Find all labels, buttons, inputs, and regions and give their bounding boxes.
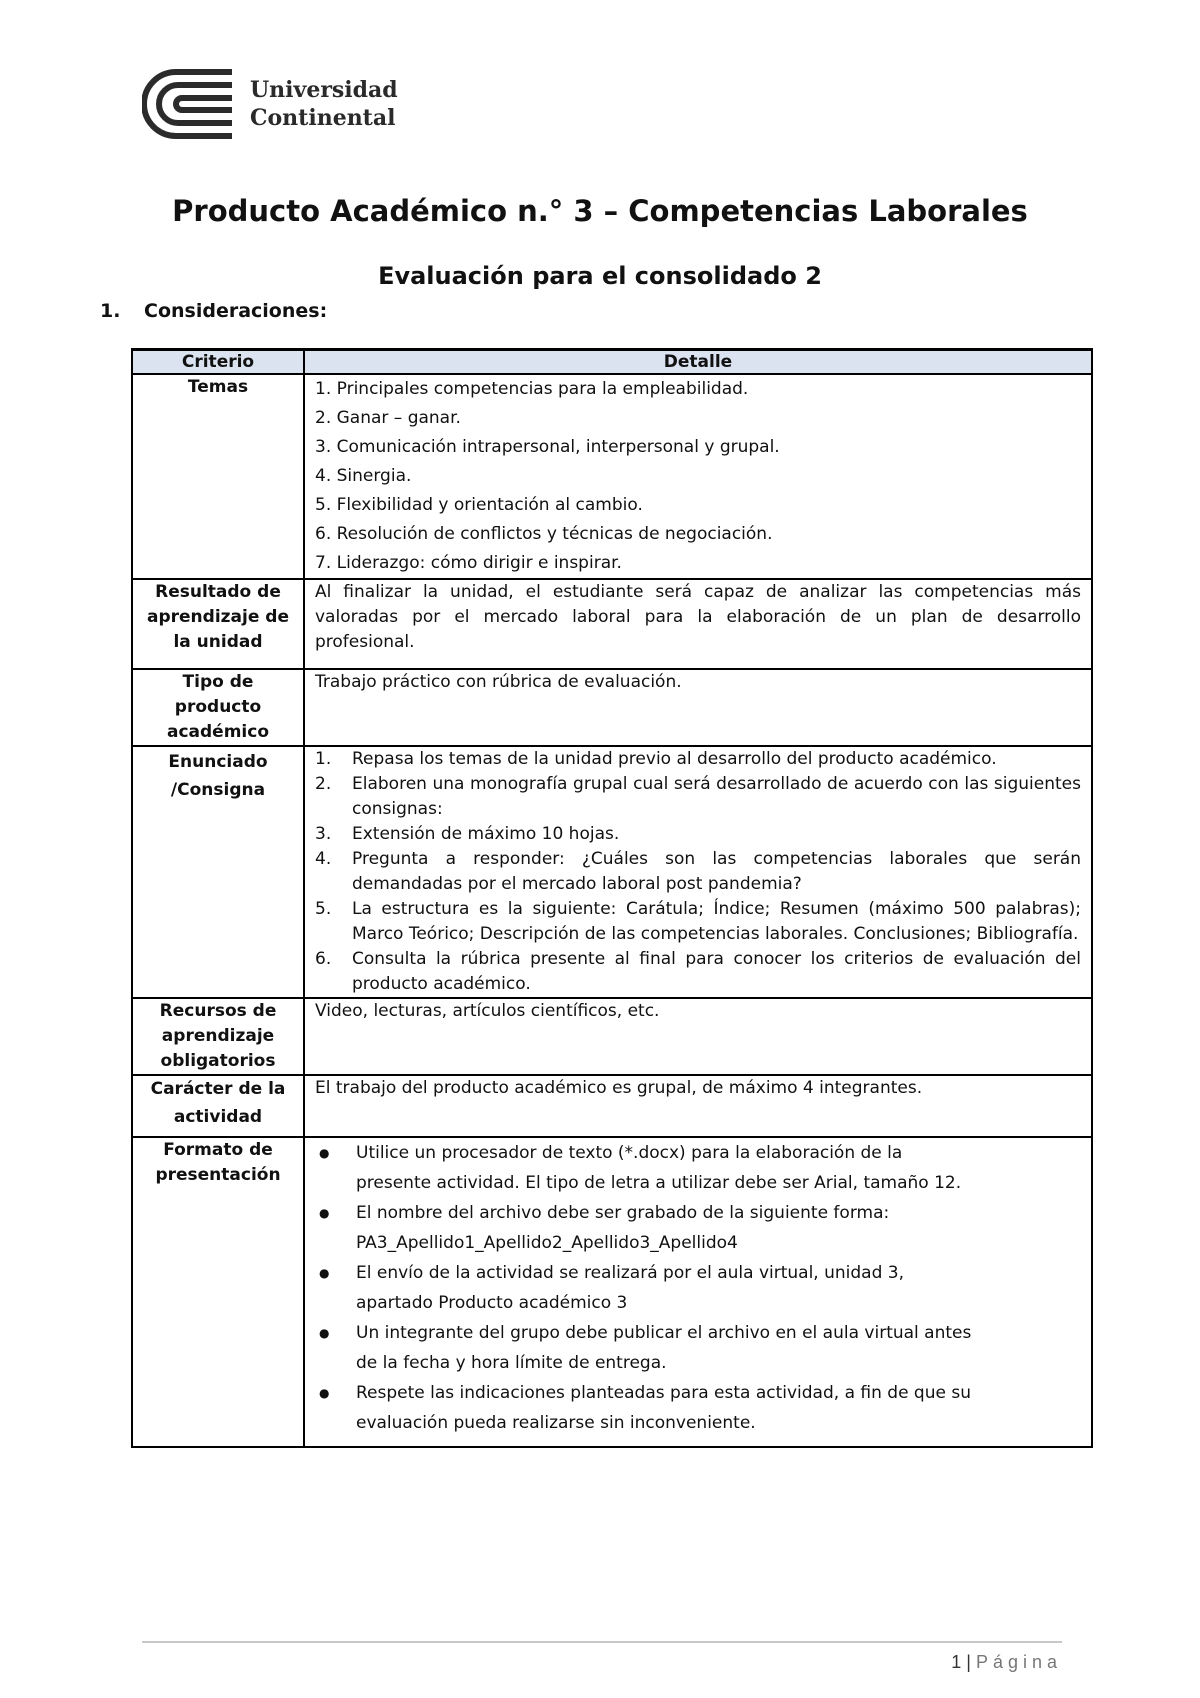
item-line-2: PA3_Apellido1_Apellido2_Apellido3_Apellido4 — [356, 1233, 738, 1253]
item-text: Elaboren una monografía grupal cual será desarrollado de acuerdo con las siguientes consignas: — [352, 774, 1081, 819]
row-tipo — [132, 669, 1092, 746]
logo-line-1: Universidad — [250, 77, 398, 103]
formato-list — [315, 1138, 1081, 1438]
page-label: Página — [975, 1652, 1062, 1672]
page-footer — [951, 1652, 1062, 1673]
criterio-temas: Temas — [132, 374, 304, 579]
row-recursos — [132, 998, 1092, 1075]
item-line-2: presente actividad. El tipo de letra a utilizar debe ser Arial, tamaño 12. — [356, 1173, 962, 1193]
row-resultado — [132, 579, 1092, 669]
detalle-caracter: El trabajo del producto académico es grupal, de máximo 4 integrantes. — [304, 1075, 1092, 1137]
bullet-icon: ● — [319, 1326, 330, 1340]
list-item — [315, 747, 1081, 772]
page-number: 1 — [951, 1652, 962, 1672]
item-line-1: Respete las indicaciones planteadas para esta actividad, a fin de que su — [356, 1383, 971, 1403]
bullet-icon: ● — [319, 1386, 330, 1400]
tema-item: 6. Resolución de conflictos y técnicas de negociación. — [315, 524, 773, 544]
list-item — [315, 897, 1081, 947]
criterio-enunciado — [132, 746, 304, 998]
item-number: 2. — [315, 774, 332, 794]
item-number: 6. — [315, 949, 332, 969]
row-caracter — [132, 1075, 1092, 1137]
item-line-2: de la fecha y hora límite de entrega. — [356, 1353, 667, 1373]
item-number: 4. — [315, 849, 332, 869]
footer-divider — [142, 1641, 1062, 1643]
item-text: Pregunta a responder: ¿Cuáles son las competencias laborales que serán demandadas por el mercado laboral post pandemia? — [352, 849, 1081, 894]
logo-line-2: Continental — [250, 105, 396, 131]
detalle-temas — [304, 374, 1092, 579]
detalle-recursos: Video, lecturas, artículos científicos, etc. — [304, 998, 1092, 1075]
header-detalle: Detalle — [304, 350, 1092, 375]
criterio-recursos: Recursos de aprendizaje obligatorios — [132, 998, 304, 1075]
detalle-formato — [304, 1137, 1092, 1447]
document-title: Producto Académico n.° 3 – Competencias Laborales — [172, 194, 1028, 228]
tema-item: 3. Comunicación intrapersonal, interpersonal y grupal. — [315, 437, 780, 457]
document-subtitle: Evaluación para el consolidado 2 — [378, 262, 822, 290]
item-line-2: apartado Producto académico 3 — [356, 1293, 628, 1313]
item-text: Repasa los temas de la unidad previo al desarrollo del producto académico. — [352, 749, 997, 769]
enunciado-label-2: /Consigna — [170, 780, 266, 800]
list-item — [315, 847, 1081, 897]
row-temas — [132, 374, 1092, 579]
list-item — [315, 1138, 1081, 1198]
list-item — [315, 1258, 1081, 1318]
item-number: 3. — [315, 824, 332, 844]
footer-separator: | — [966, 1652, 971, 1672]
section-label: Consideraciones: — [144, 300, 328, 322]
bullet-icon: ● — [319, 1206, 330, 1220]
logo-text — [250, 76, 398, 132]
item-line-1: El nombre del archivo debe ser grabado de la siguiente forma: — [356, 1203, 890, 1223]
item-number: 5. — [315, 899, 332, 919]
section-number: 1. — [100, 300, 121, 322]
list-item — [315, 772, 1081, 822]
enunciado-label-1: Enunciado — [168, 752, 268, 772]
bullet-icon: ● — [319, 1266, 330, 1280]
list-item — [315, 1378, 1081, 1438]
item-text: La estructura es la siguiente: Carátula; Índice; Resumen (máximo 500 palabras); Marco Teórico; Descripción de las competencias laborales. Conclusiones; Bibliografía. — [352, 899, 1081, 944]
tema-item: 7. Liderazgo: cómo dirigir e inspirar. — [315, 553, 622, 573]
item-line-1: Utilice un procesador de texto (*.docx) para la elaboración de la — [356, 1143, 903, 1163]
row-enunciado — [132, 746, 1092, 998]
university-logo — [142, 68, 398, 140]
section-heading — [100, 300, 327, 322]
tema-item: 4. Sinergia. — [315, 466, 412, 486]
caracter-label-1: Carácter de la — [150, 1079, 286, 1099]
criterio-caracter — [132, 1075, 304, 1137]
item-text: Consulta la rúbrica presente al final para conocer los criterios de evaluación del producto académico. — [352, 949, 1081, 994]
item-number: 1. — [315, 749, 332, 769]
tema-item: 5. Flexibilidad y orientación al cambio. — [315, 495, 643, 515]
item-line-2: evaluación pueda realizarse sin inconveniente. — [356, 1413, 756, 1433]
row-formato — [132, 1137, 1092, 1447]
university-logo-icon — [142, 68, 236, 140]
item-line-1: Un integrante del grupo debe publicar el archivo en el aula virtual antes — [356, 1323, 972, 1343]
tema-item: 1. Principales competencias para la empleabilidad. — [315, 379, 749, 399]
enunciado-list — [315, 747, 1081, 997]
header-criterio: Criterio — [132, 350, 304, 375]
criterio-tipo: Tipo de producto académico — [132, 669, 304, 746]
caracter-label-2: actividad — [173, 1107, 263, 1127]
list-item — [315, 822, 1081, 847]
item-text: Extensión de máximo 10 hojas. — [352, 824, 620, 844]
detalle-enunciado — [304, 746, 1092, 998]
list-item — [315, 947, 1081, 997]
list-item — [315, 1198, 1081, 1258]
list-item — [315, 1318, 1081, 1378]
bullet-icon: ● — [319, 1146, 330, 1160]
considerations-table — [131, 348, 1093, 1448]
item-line-1: El envío de la actividad se realizará por el aula virtual, unidad 3, — [356, 1263, 905, 1283]
criterio-resultado: Resultado de aprendizaje de la unidad — [132, 579, 304, 669]
detalle-tipo: Trabajo práctico con rúbrica de evaluación. — [304, 669, 1092, 746]
tema-item: 2. Ganar – ganar. — [315, 408, 461, 428]
table-header-row — [132, 350, 1092, 375]
criterio-formato: Formato de presentación — [132, 1137, 304, 1447]
detalle-resultado: Al finalizar la unidad, el estudiante será capaz de analizar las competencias más valoradas por el mercado laboral para la elaboración de un plan de desarrollo profesional. — [304, 579, 1092, 669]
